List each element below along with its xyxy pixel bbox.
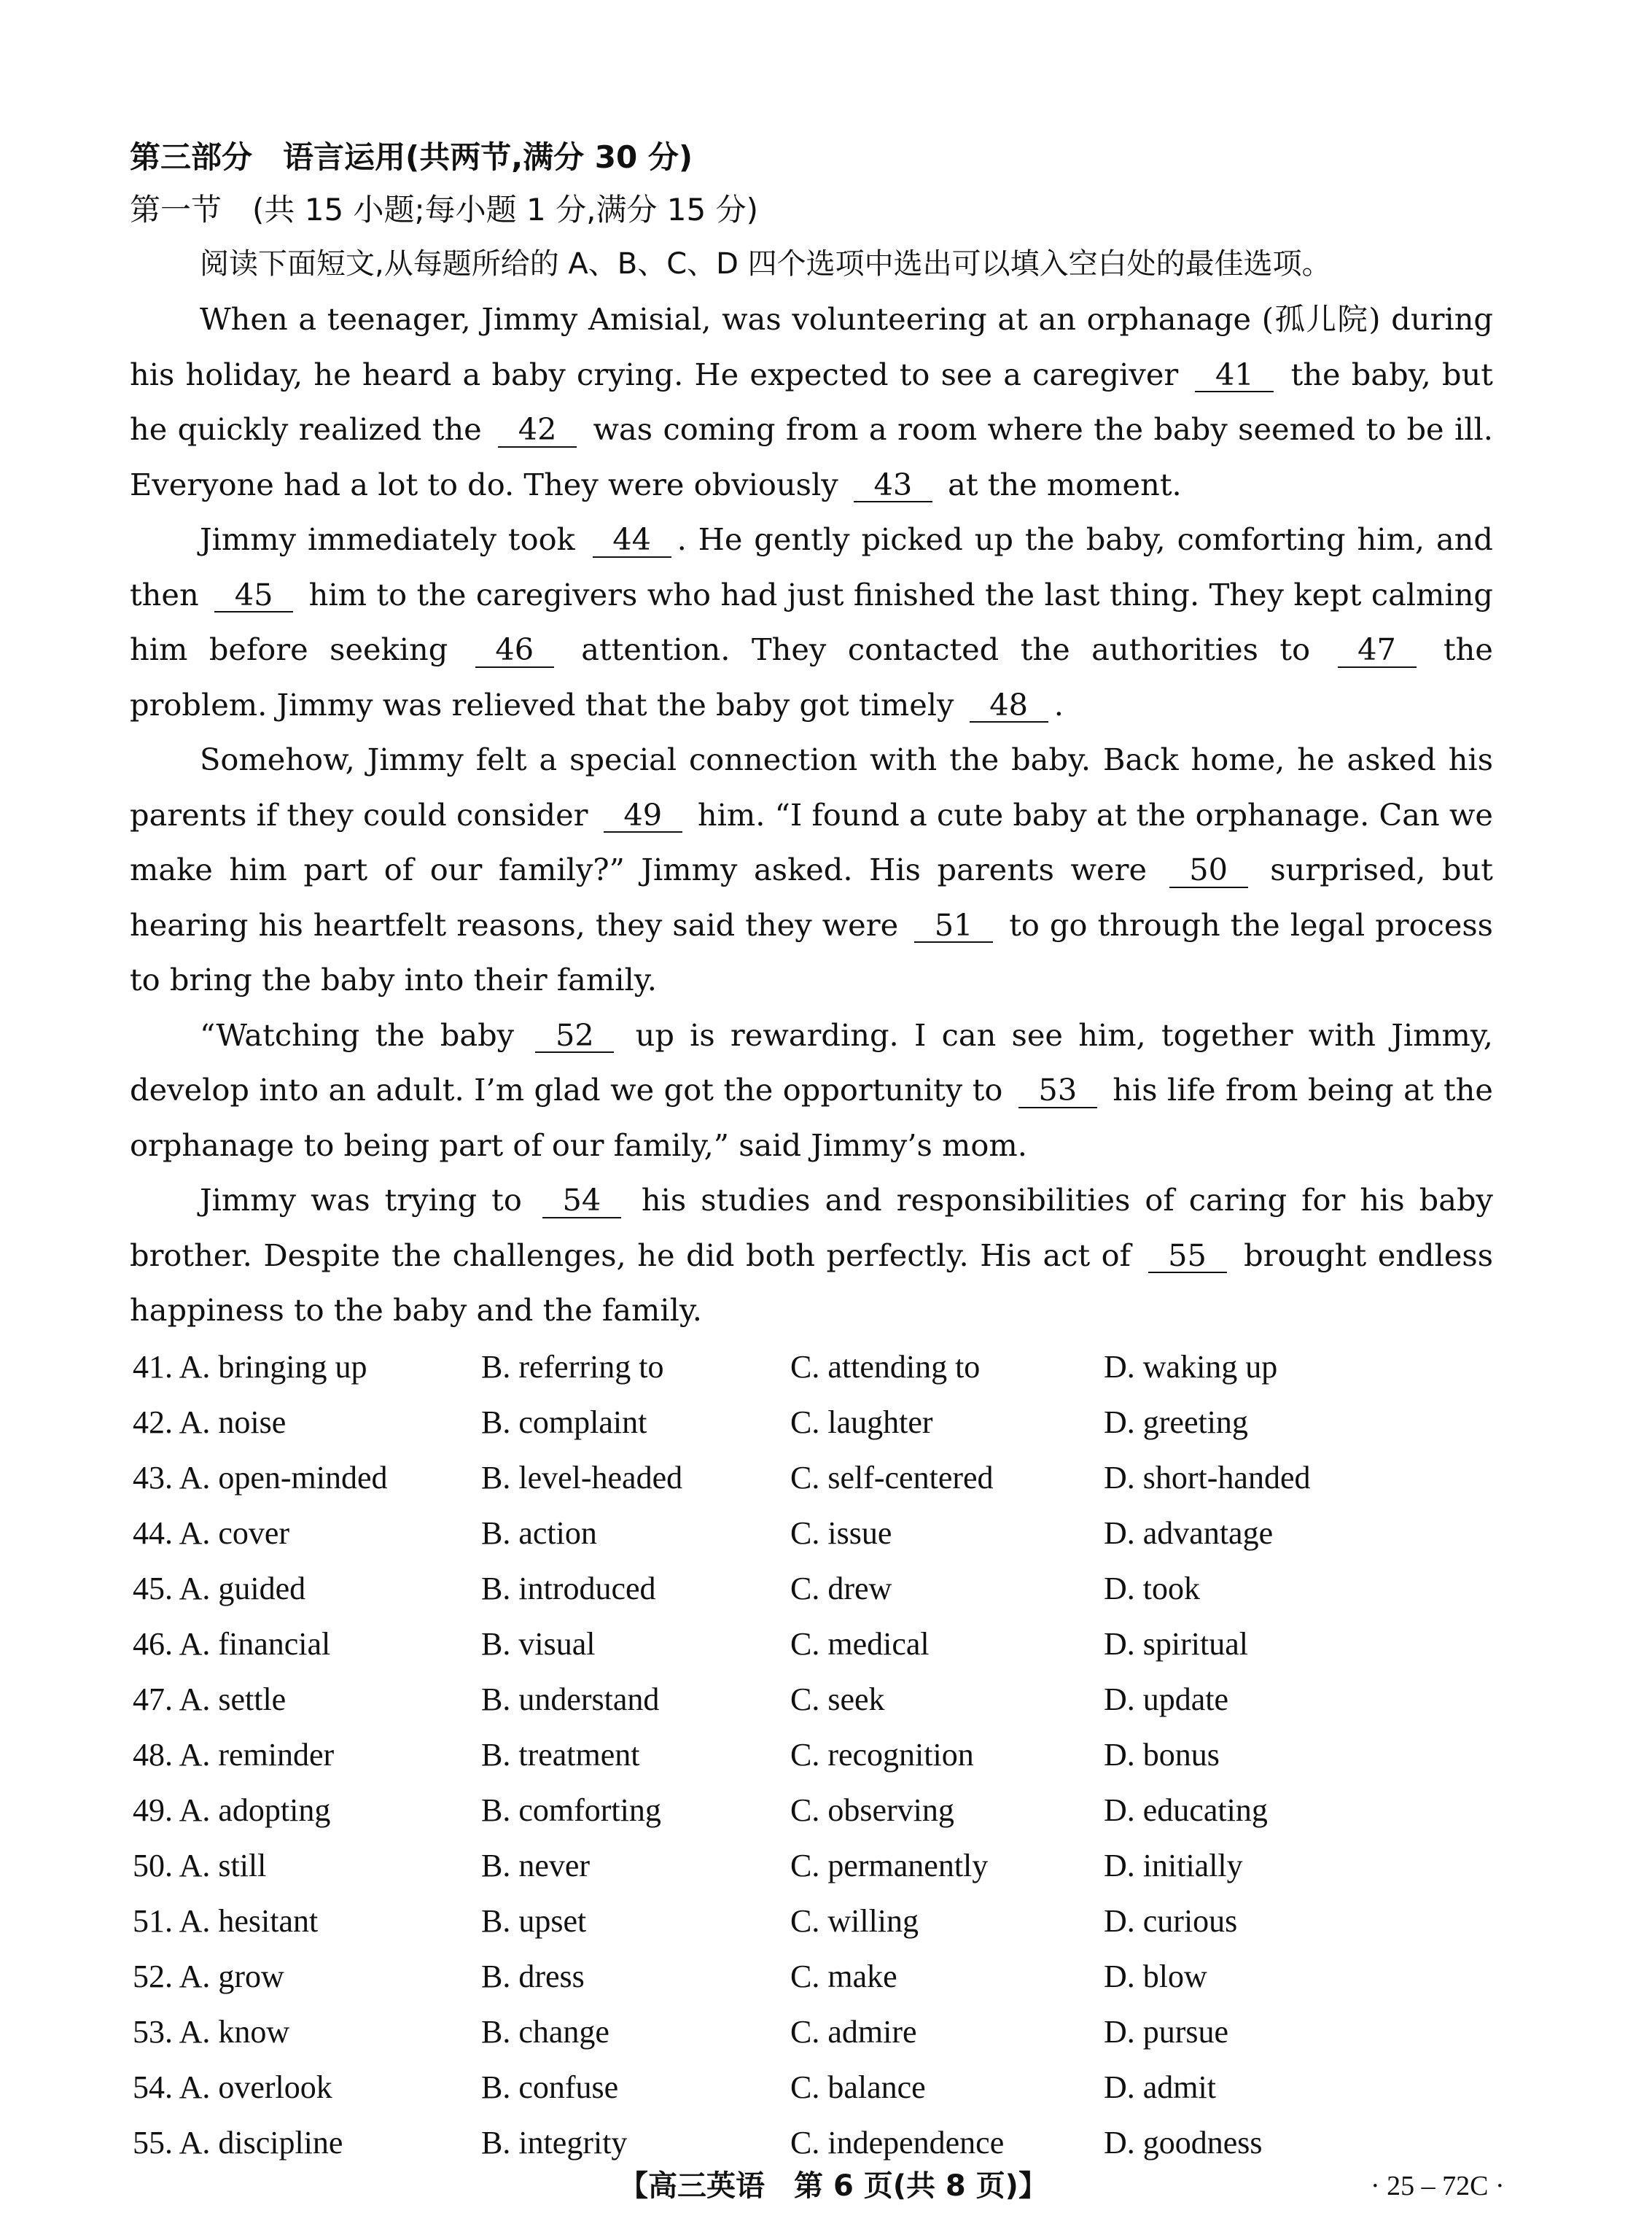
option-d[interactable]: D. educating <box>1104 1792 1268 1828</box>
passage-text: When a teenager, Jimmy Amisial, was volunteering at an orphanage (孤儿院) during his holiday, he heard a baby crying. He expected to see a caregiver <box>130 301 1493 392</box>
question-number: 43. <box>133 1459 173 1496</box>
option-c[interactable]: C. balance <box>790 2069 926 2105</box>
option-b[interactable]: B. treatment <box>481 1736 640 1773</box>
option-a[interactable] <box>133 2115 343 2171</box>
passage-text: the problem. Jimmy was relieved that the baby got timely <box>130 631 1493 723</box>
option-a[interactable] <box>133 1838 266 1894</box>
passage-text: brought endless happiness to the baby and the family. <box>130 1237 1493 1328</box>
option-b[interactable]: B. level-headed <box>481 1459 683 1496</box>
blank-48: 48 <box>970 688 1048 723</box>
option-text: A. hesitant <box>179 1902 319 1939</box>
question-number: 49. <box>133 1792 173 1828</box>
question-number: 45. <box>133 1570 173 1606</box>
option-d[interactable]: D. update <box>1104 1681 1229 1717</box>
option-b[interactable]: B. upset <box>481 1902 587 1939</box>
blank-52: 52 <box>535 1019 614 1054</box>
blank-45: 45 <box>214 578 293 613</box>
option-a[interactable] <box>133 1783 330 1838</box>
blank-43: 43 <box>854 468 932 503</box>
question-number: 42. <box>133 1404 173 1440</box>
option-text: A. open-minded <box>179 1459 388 1496</box>
option-text: A. financial <box>179 1625 331 1662</box>
option-b[interactable]: B. dress <box>481 1958 585 1994</box>
question-number: 46. <box>133 1625 173 1662</box>
option-d[interactable]: D. greeting <box>1104 1404 1248 1440</box>
question-number: 51. <box>133 1902 173 1939</box>
passage-text: to go through the legal process to bring the baby into their family. <box>130 906 1493 998</box>
passage-paragraph-3 <box>130 732 1493 1008</box>
option-d[interactable]: D. advantage <box>1104 1514 1274 1551</box>
question-row <box>130 1450 1493 1506</box>
option-a[interactable] <box>133 1894 318 1949</box>
option-d[interactable]: D. spiritual <box>1104 1625 1248 1662</box>
option-b[interactable]: B. understand <box>481 1681 660 1717</box>
option-d[interactable]: D. goodness <box>1104 2124 1263 2161</box>
blank-44: 44 <box>593 523 671 558</box>
question-number: 41. <box>133 1348 173 1385</box>
passage-paragraph-5 <box>130 1172 1493 1338</box>
question-row <box>130 2115 1493 2171</box>
option-a[interactable] <box>133 1949 284 2004</box>
blank-49: 49 <box>604 798 682 833</box>
option-b[interactable]: B. visual <box>481 1625 596 1662</box>
option-a[interactable] <box>133 1727 334 1783</box>
option-c[interactable]: C. medical <box>790 1625 930 1662</box>
option-text: A. overlook <box>179 2069 332 2105</box>
question-row <box>130 1395 1493 1450</box>
passage-text: up is rewarding. I can see him, together with Jimmy, develop into an adult. I’m glad we got the opportunity to <box>130 1016 1493 1108</box>
question-row <box>130 1838 1493 1894</box>
passage-text: “Watching the baby <box>200 1016 515 1053</box>
option-a[interactable] <box>133 1395 286 1450</box>
blank-42: 42 <box>498 413 577 448</box>
option-text: A. know <box>179 2013 290 2050</box>
page-footer <box>0 2164 1652 2208</box>
option-d[interactable]: D. pursue <box>1104 2013 1229 2050</box>
option-b[interactable]: B. confuse <box>481 2069 619 2105</box>
question-number: 48. <box>133 1736 173 1773</box>
option-b[interactable]: B. integrity <box>481 2124 628 2161</box>
option-c[interactable]: C. willing <box>790 1902 919 1939</box>
part-title: 第三部分 语言运用(共两节,满分 30 分) <box>130 139 693 175</box>
option-a[interactable] <box>133 1672 286 1727</box>
option-b[interactable]: B. complaint <box>481 1404 647 1440</box>
option-a[interactable] <box>133 1561 305 1617</box>
option-c[interactable]: C. admire <box>790 2013 917 2050</box>
option-text: A. settle <box>179 1681 287 1717</box>
question-number: 50. <box>133 1847 173 1883</box>
answer-options <box>130 1339 1493 2171</box>
blank-47: 47 <box>1338 633 1417 668</box>
subsection-title: 第一节 (共 15 小题;每小题 1 分,满分 15 分) <box>130 192 758 228</box>
question-row <box>130 1783 1493 1838</box>
question-row <box>130 2060 1493 2115</box>
blank-41: 41 <box>1195 358 1274 393</box>
question-row <box>130 1339 1493 1395</box>
option-c[interactable]: C. issue <box>790 1514 892 1551</box>
option-a[interactable] <box>133 1339 367 1395</box>
option-a[interactable] <box>133 2004 289 2060</box>
option-c[interactable]: C. make <box>790 1958 897 1994</box>
option-a[interactable] <box>133 2060 332 2115</box>
passage-text: was coming from a room where the baby seemed to be ill. Everyone had a lot to do. They were obviously <box>130 411 1493 502</box>
question-number: 53. <box>133 2013 173 2050</box>
option-text: A. reminder <box>179 1736 335 1773</box>
question-row <box>130 1506 1493 1561</box>
question-number: 52. <box>133 1958 173 1994</box>
option-text: A. grow <box>179 1958 284 1994</box>
option-c[interactable]: C. independence <box>790 2124 1005 2161</box>
passage-text: . He gently picked up the baby, comforting him, and then <box>130 521 1493 612</box>
option-c[interactable]: C. drew <box>790 1570 892 1606</box>
passage-text: Somehow, Jimmy felt a special connection with the baby. Back home, he asked his parents if they could consider <box>130 742 1493 833</box>
question-row <box>130 1949 1493 2004</box>
option-d[interactable]: D. took <box>1104 1570 1200 1606</box>
passage-text: the baby, but he quickly realized the <box>130 356 1493 447</box>
option-c[interactable]: C. recognition <box>790 1736 974 1773</box>
option-c[interactable]: C. attending to <box>790 1348 981 1385</box>
option-text: A. noise <box>179 1404 287 1440</box>
exam-code: · 25 – 72C · <box>1371 2171 1505 2201</box>
option-text: A. discipline <box>179 2124 343 2161</box>
blank-50: 50 <box>1169 853 1248 888</box>
option-text: A. guided <box>179 1570 306 1606</box>
page-number: 【高三英语 第 6 页(共 8 页)】 <box>619 2169 1048 2203</box>
option-a[interactable] <box>133 1617 330 1672</box>
question-row <box>130 1894 1493 1949</box>
blank-53: 53 <box>1018 1073 1097 1108</box>
question-number: 47. <box>133 1681 173 1717</box>
passage-paragraph-2 <box>130 512 1493 732</box>
instructions: 阅读下面短文,从每题所给的 A、B、C、D 四个选项中选出可以填入空白处的最佳选项。 <box>200 247 1331 281</box>
option-c[interactable]: C. seek <box>790 1681 885 1717</box>
question-row <box>130 2004 1493 2060</box>
option-b[interactable]: B. referring to <box>481 1348 664 1385</box>
passage-text: surprised, but hearing his heartfelt reasons, they said they were <box>130 852 1493 943</box>
option-d[interactable]: D. bonus <box>1104 1736 1220 1773</box>
passage-text: Jimmy was trying to <box>200 1182 522 1218</box>
option-a[interactable] <box>133 1506 289 1561</box>
blank-46: 46 <box>475 633 554 668</box>
question-number: 54. <box>133 2069 173 2105</box>
passage-text: Jimmy immediately took <box>200 521 575 557</box>
question-number: 44. <box>133 1514 173 1551</box>
passage-text: his studies and responsibilities of caring for his baby brother. Despite the challenges, he did both perfectly. His act of <box>130 1182 1493 1273</box>
option-d[interactable]: D. initially <box>1104 1847 1243 1883</box>
option-text: A. still <box>179 1847 267 1883</box>
option-d[interactable]: D. waking up <box>1104 1348 1278 1385</box>
option-c[interactable]: C. permanently <box>790 1847 989 1883</box>
option-b[interactable]: B. introduced <box>481 1570 656 1606</box>
option-text: A. bringing up <box>179 1348 367 1385</box>
passage-text: him to the caregivers who had just finished the last thing. They kept calming him before seeking <box>130 576 1494 667</box>
option-d[interactable]: D. short-handed <box>1104 1459 1311 1496</box>
question-row <box>130 1617 1493 1672</box>
option-text: A. adopting <box>179 1792 331 1828</box>
option-d[interactable]: D. curious <box>1104 1902 1238 1939</box>
question-row <box>130 1727 1493 1783</box>
option-d[interactable]: D. blow <box>1104 1958 1207 1994</box>
option-c[interactable]: C. observing <box>790 1792 954 1828</box>
option-d[interactable]: D. admit <box>1104 2069 1216 2105</box>
option-b[interactable]: B. action <box>481 1514 597 1551</box>
passage-text: him. “I found a cute baby at the orphanage. Can we make him part of our family?” Jimmy asked. His parents were <box>130 796 1493 887</box>
passage-text: attention. They contacted the authorities to <box>581 631 1311 667</box>
option-a[interactable] <box>133 1450 388 1506</box>
option-b[interactable]: B. change <box>481 2013 609 2050</box>
exam-page <box>130 131 1493 2171</box>
blank-51: 51 <box>914 909 993 944</box>
question-row <box>130 1561 1493 1617</box>
option-b[interactable]: B. comforting <box>481 1792 661 1828</box>
passage-text: . <box>1053 686 1064 723</box>
option-c[interactable]: C. self-centered <box>790 1459 994 1496</box>
blank-55: 55 <box>1148 1239 1227 1274</box>
passage-text: his life from being at the orphanage to being part of our family,” said Jimmy’s mom. <box>130 1072 1493 1163</box>
option-text: A. cover <box>179 1514 290 1551</box>
question-number: 55. <box>133 2124 173 2161</box>
passage-paragraph-1 <box>130 292 1493 512</box>
passage-text: at the moment. <box>948 466 1182 502</box>
passage-paragraph-4 <box>130 1008 1493 1173</box>
question-row <box>130 1672 1493 1727</box>
blank-54: 54 <box>542 1183 621 1218</box>
option-b[interactable]: B. never <box>481 1847 591 1883</box>
option-c[interactable]: C. laughter <box>790 1404 933 1440</box>
